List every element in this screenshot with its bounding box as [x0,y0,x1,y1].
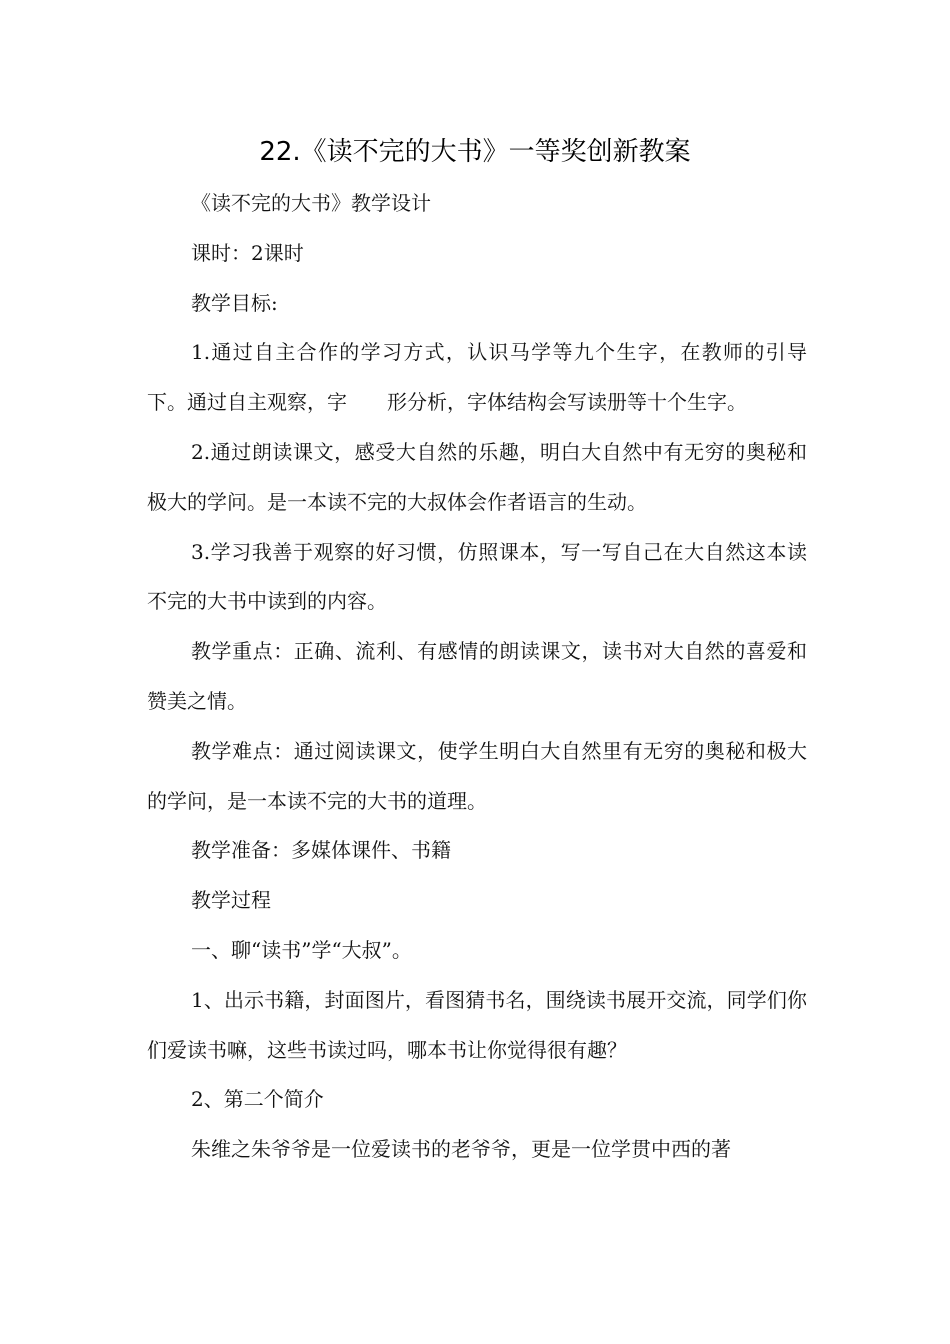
paragraph-step-2: 2、第二个简介 [191,1087,324,1112]
paragraph-introduction: 朱维之朱爷爷是一位爱读书的老爷爷，更是一位学贯中西的著 [191,1137,731,1162]
paragraph-process-heading: 教学过程 [191,888,271,913]
paragraph-objective-2: 2.通过朗读课文，感受大自然的乐趣，明白大自然中有无穷的奥秘和极大的学问。是一本读不完的大叔体会作者语言的生动。 [147,439,807,514]
paragraph-step-1: 1、出示书籍，封面图片，看图猜书名，围绕读书展开交流，同学们你们爱读书嘛，这些书读过吗，哪本书让你觉得很有趣？ [147,987,807,1062]
paragraph-objective-3: 3.学习我善于观察的好习惯，仿照课本，写一写自己在大自然这本读不完的大书中读到的内容。 [147,539,807,614]
paragraph-objective-1: 1.通过自主合作的学习方式，认识马学等九个生字，在教师的引导下。通过自主观察，字 形分析，字体结构会写读册等十个生字。 [147,340,807,415]
paragraph-difficulties: 教学难点：通过阅读课文，使学生明白大自然里有无穷的奥秘和极大的学问，是一本读不完的大书的道理。 [147,738,807,813]
paragraph-design-heading: 《读不完的大书》教学设计 [191,191,431,215]
paragraph-objectives-heading: 教学目标: [191,290,278,315]
paragraph-class-hours: 课时：2课时 [191,240,304,265]
paragraph-key-points: 教学重点：正确、流利、有感情的朗读课文，读书对大自然的喜爱和赞美之情。 [147,639,807,713]
document-title: 22.《读不完的大书》一等奖创新教案 [259,137,691,167]
document-body [147,179,807,1175]
paragraph-preparation: 教学准备：多媒体课件、书籍 [191,838,451,863]
paragraph-section-1: 一、聊“读书”学“大叔”。 [191,937,412,962]
